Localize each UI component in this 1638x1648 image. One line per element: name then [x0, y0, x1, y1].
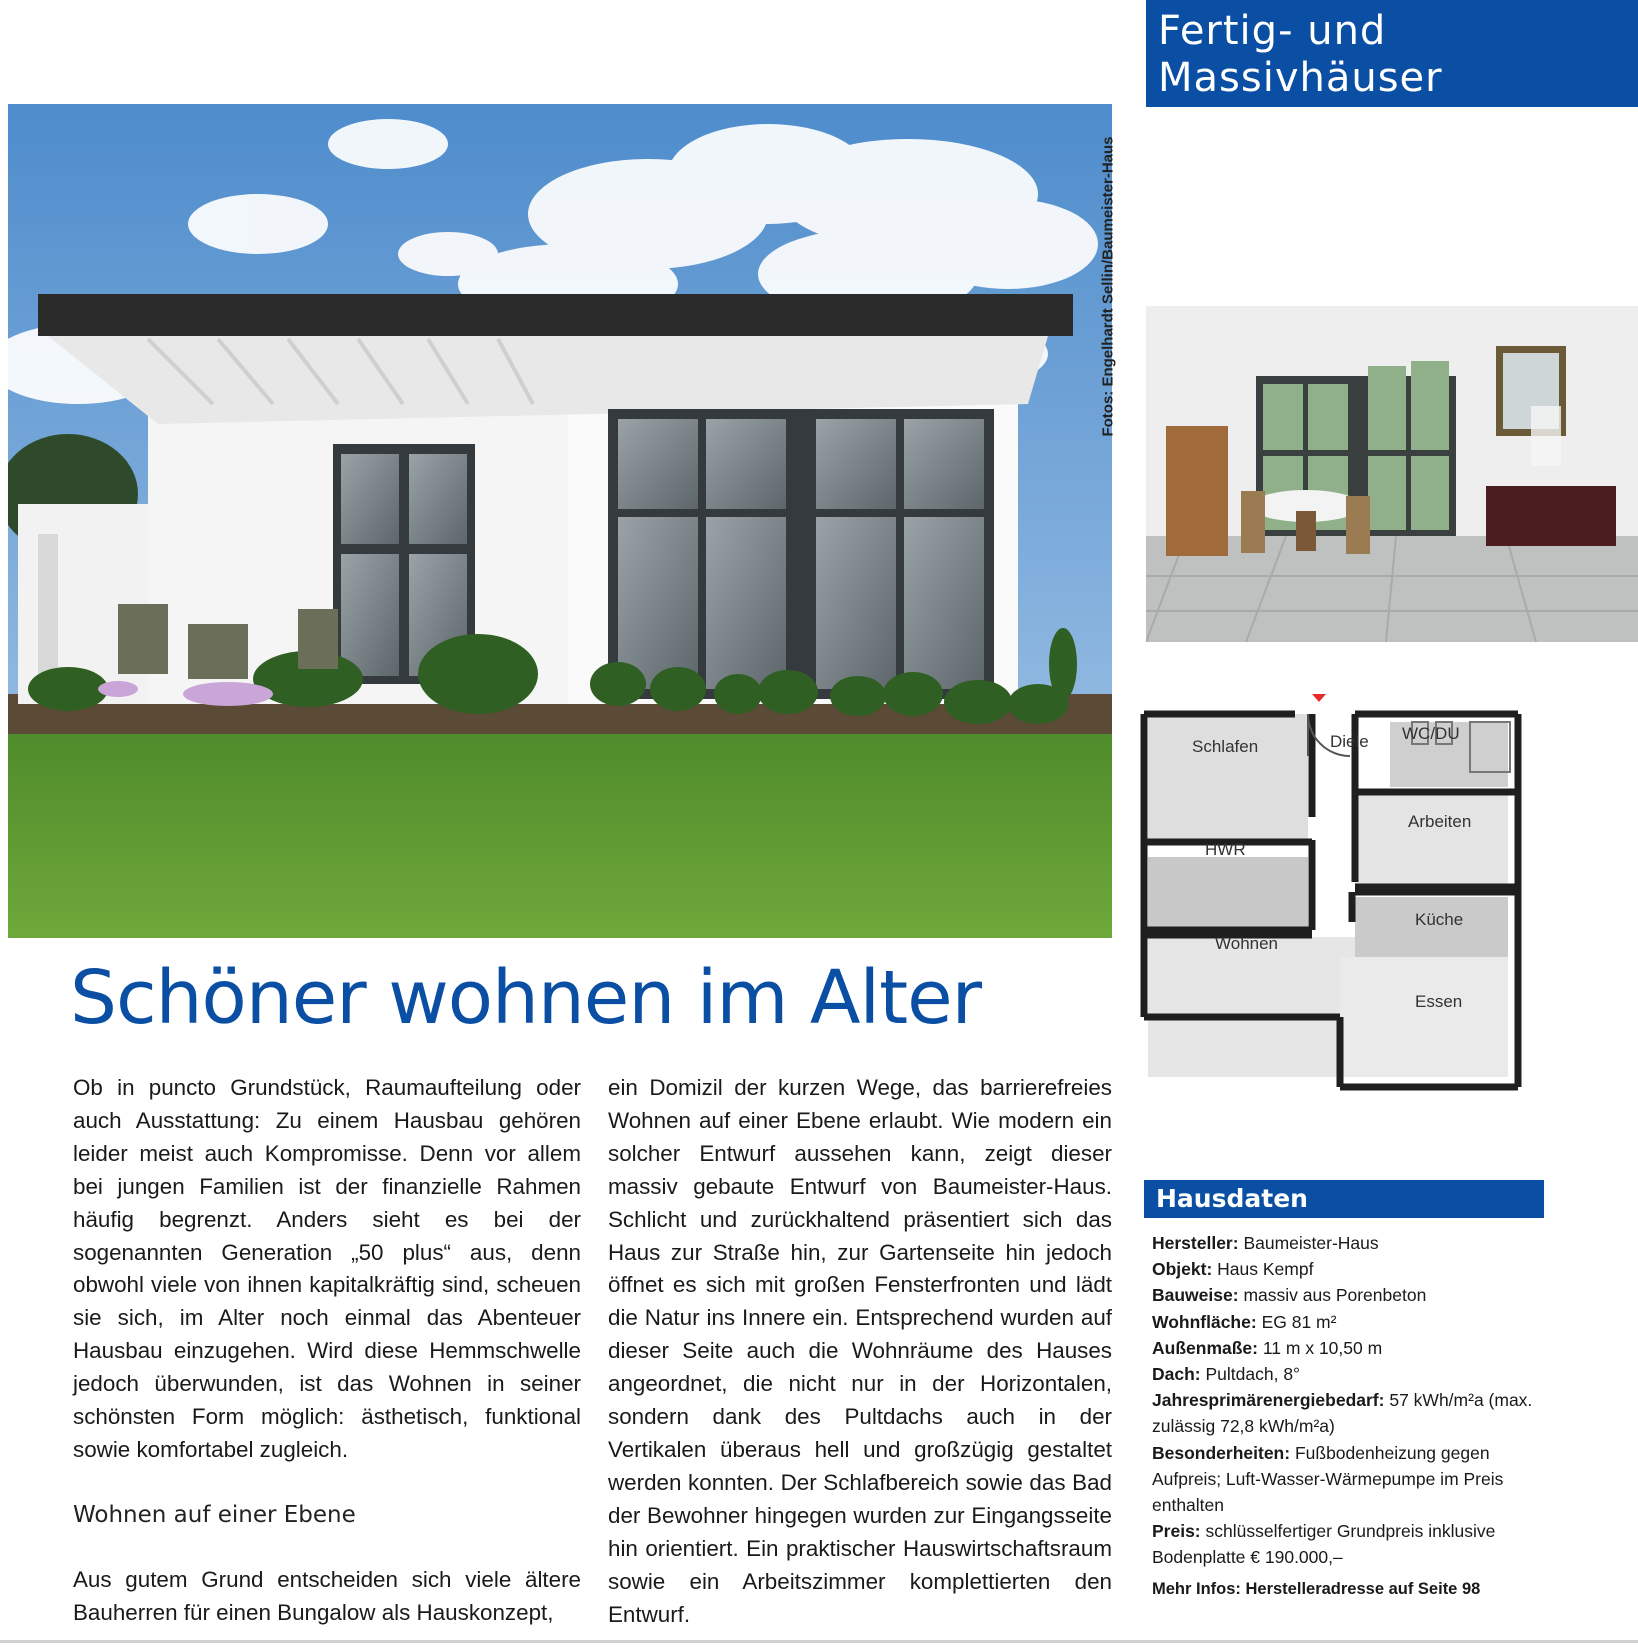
section-title	[1158, 8, 1443, 102]
hausdaten-item: Bauweise: massiv aus Porenbeton	[1152, 1285, 1427, 1306]
hausdaten-item: Hersteller: Baumeister-Haus	[1152, 1233, 1379, 1253]
photo-credit-text: Fotos: Engelhardt Sellin/Baumeister-Haus	[1099, 136, 1117, 437]
article-column-1	[73, 1072, 581, 1630]
hausdaten-item: Preis: schlüsselfertiger Grundpreis inklusive Bodenplatte € 190.000,–	[1152, 1521, 1496, 1568]
room-kueche-label: Küche	[1415, 910, 1464, 929]
floor-plan	[1140, 692, 1638, 1122]
article-paragraph: Ob in puncto Grundstück, Raumaufteilung oder auch Ausstattung: Zu einem Hausbau gehören leider meist auch Kompromisse. Denn vor allem bei jungen Familien ist der finanzielle Rahmen häufig begrenzt. Anders sieht es bei der sogenannten Generation „50 plus“ aus, denn obwohl viele von ihnen kapitalkräftig sind, scheuen sie sich, im Alter noch einmal das Abenteuer Hausbau einzugehen. Wird diese Hemmschwelle jedoch überwunden, ist das Wohnen in seiner schönsten Form möglich: ästhetisch, funktional sowie komfortabel zugleich.	[73, 1075, 581, 1462]
room-essen-label: Essen	[1415, 992, 1463, 1011]
hausdaten-item: Wohnfläche: EG 81 m²	[1152, 1311, 1337, 1332]
article-column-2	[608, 1072, 1112, 1631]
hausdaten-item: Besonderheiten: Fußbodenheizung gegen Aufpreis; Luft-Wasser-Wärmepumpe im Preis enthalten	[1152, 1442, 1504, 1516]
hero-house-photo	[8, 104, 1112, 938]
hausdaten-more-info: Mehr Infos: Herstelleradresse auf Seite 98	[1152, 1580, 1481, 1598]
article-paragraph: ein Domizil der kurzen Wege, das barrierefreies Wohnen auf einer Ebene erlaubt. Wie modern ein solcher Entwurf aussehen kann, zeigt dieser massiv gebaute Entwurf von Baumeister-Haus. Schlicht und zurückhaltend präsentiert sich das Haus zur Straße hin, zur Gartenseite hin jedoch öffnet es sich mit großen Fensterfronten und lädt die Natur ins Innere ein. Entsprechend wurden auf dieser Seite auch die Wohnräume des Hauses angeordnet, die nicht nur in der Horizontalen, sondern dank des Pultdachs auch in der Vertikalen überaus hell und großzügig gestaltet werden konnten. Der Schlafbereich sowie das Bad der Bewohner hingegen wurden zur Eingangsseite hin orientiert. Ein praktischer Hauswirtschaftsraum sowie ein Arbeitszimmer komplettierten den Entwurf.	[608, 1075, 1112, 1627]
section-title-line1: Fertig- und	[1158, 8, 1387, 54]
bottom-divider	[0, 1640, 1638, 1643]
article-subhead: Wohnen auf einer Ebene	[73, 1501, 356, 1528]
hausdaten-list	[1152, 1230, 1552, 1571]
room-wcdu-label: WC/DU	[1402, 724, 1460, 743]
hausdaten-item: Objekt: Haus Kempf	[1152, 1259, 1314, 1280]
room-diele-label: Diele	[1330, 732, 1369, 751]
room-hwr-label: HWR	[1205, 840, 1246, 859]
room-arbeiten-label: Arbeiten	[1408, 812, 1472, 831]
hausdaten-item: Jahresprimärenergiebedarf: 57 kWh/m²a (max. zulässig 72,8 kWh/m²a)	[1152, 1390, 1533, 1437]
hausdaten-item: Dach: Pultdach, 8°	[1152, 1364, 1301, 1385]
hausdaten-title: Hausdaten	[1156, 1184, 1308, 1213]
photo-credit	[1098, 118, 1118, 458]
hausdaten-item: Außenmaße: 11 m x 10,50 m	[1152, 1337, 1383, 1358]
interior-photo	[1146, 306, 1638, 642]
room-schlafen-label: Schlafen	[1192, 737, 1259, 756]
article-headline: Schöner wohnen im Alter	[70, 955, 982, 1041]
section-title-line2: Massivhäuser	[1158, 55, 1443, 101]
article-paragraph: Aus gutem Grund entscheiden sich viele ältere Bauherren für einen Bungalow als Hauskonzept,	[73, 1566, 581, 1625]
room-wohnen-label: Wohnen	[1215, 934, 1279, 953]
